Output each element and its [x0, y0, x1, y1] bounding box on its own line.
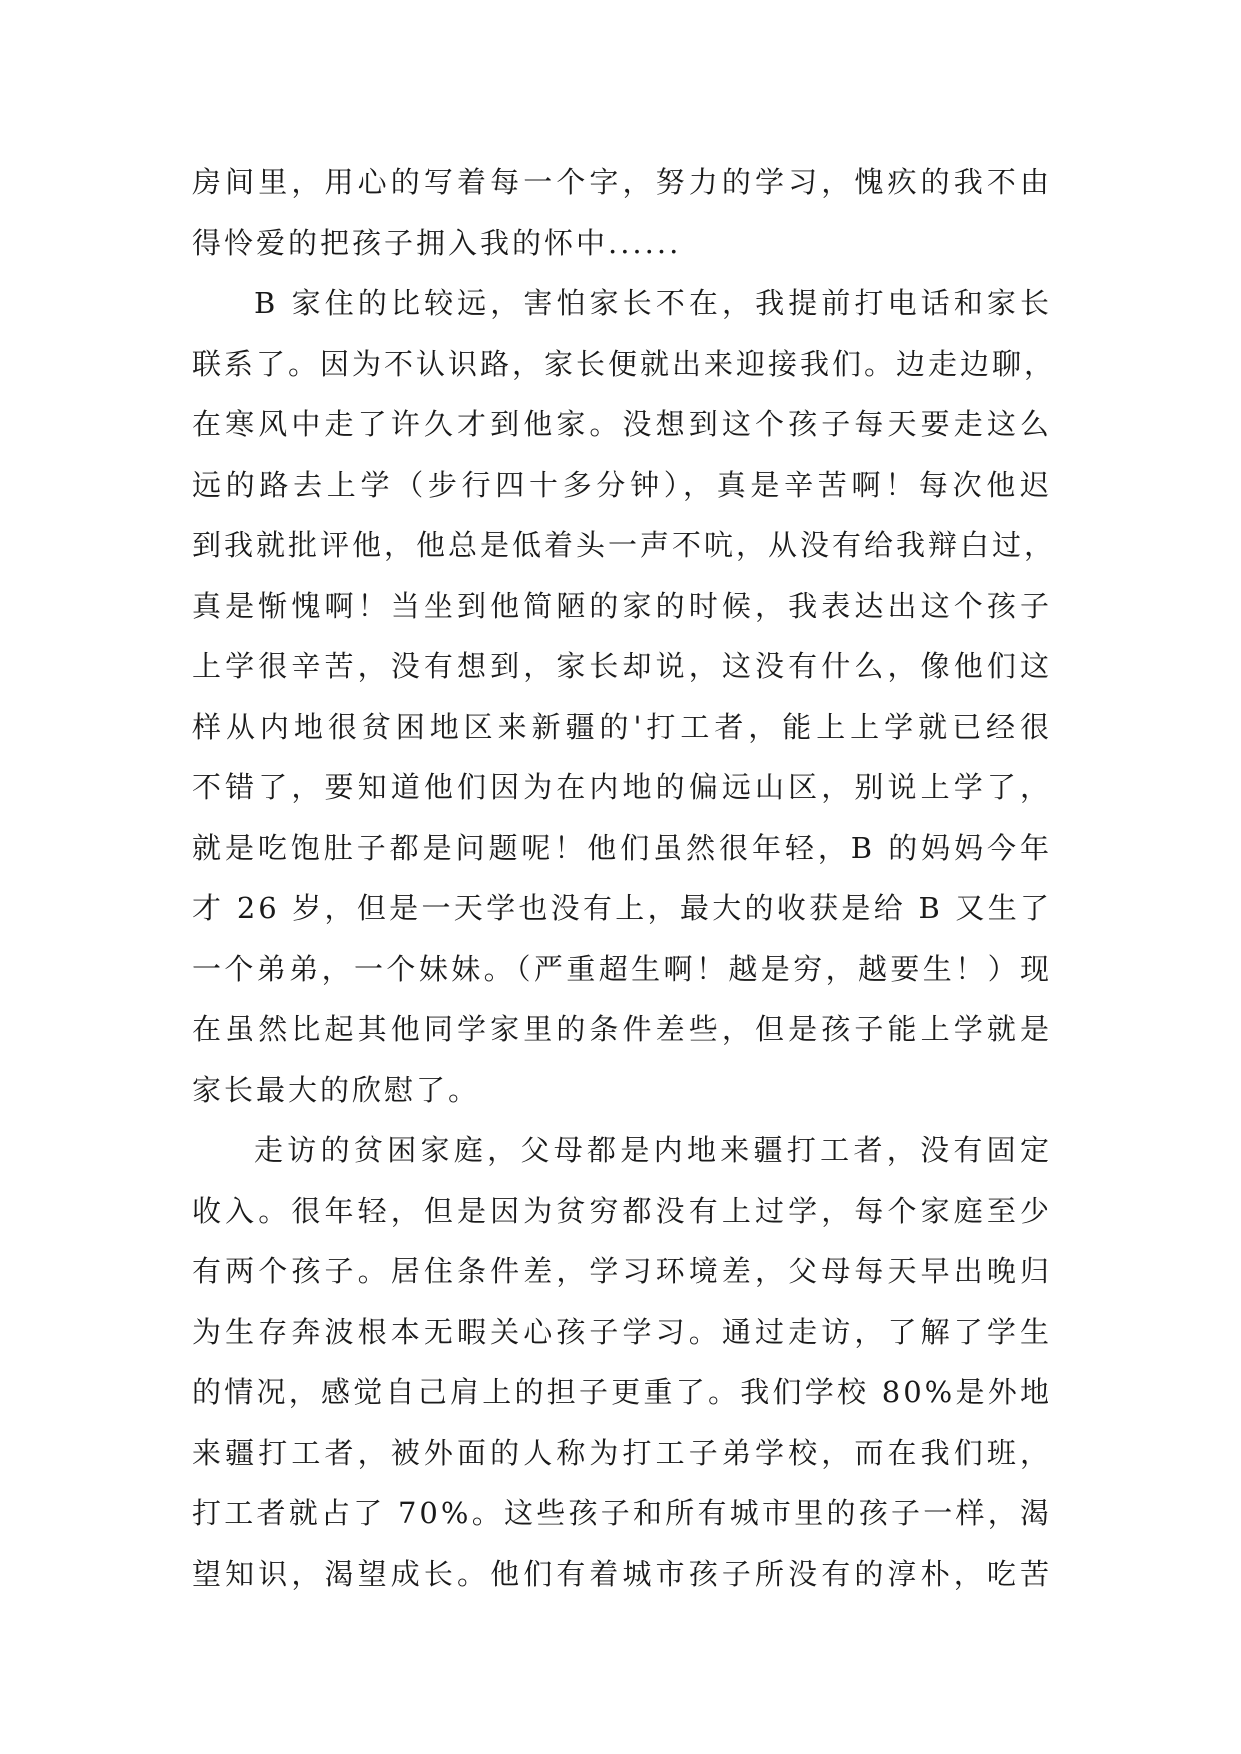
text-line: 为生存奔波根本无暇关心孩子学习。通过走访，了解了学生	[192, 1314, 1052, 1349]
text-line: 一个弟弟，一个妹妹。（严重超生啊！越是穷，越要生！）现	[192, 951, 1052, 986]
text-line: 才 26 岁，但是一天学也没有上，最大的收获是给 B 又生了	[192, 891, 1052, 925]
text-line: 上学很辛苦，没有想到，家长却说，这没有什么，像他们这	[192, 649, 1052, 683]
text-line: 望知识，渴望成长。他们有着城市孩子所没有的淳朴，吃苦	[192, 1556, 1052, 1591]
text-line: 就是吃饱肚子都是问题呢！他们虽然很年轻，B 的妈妈今年	[192, 830, 1052, 865]
paragraph-1	[192, 163, 1052, 262]
text-line: 得怜爱的把孩子拥入我的怀中......	[192, 225, 682, 260]
text-line: 走访的贫困家庭，父母都是内地来疆打工者，没有固定	[254, 1133, 1052, 1167]
text-line: 样从内地很贫困地区来新疆的'打工者，能上上学就已经很	[192, 709, 1052, 744]
text-line: 房间里，用心的写着每一个字，努力的学习，愧疚的我不由	[192, 165, 1052, 199]
text-line: 家长最大的欣慰了。	[192, 1072, 481, 1107]
text-line: 在虽然比起其他同学家里的条件差些，但是孩子能上学就是	[192, 1012, 1052, 1046]
text-line: 打工者就占了 70%。这些孩子和所有城市里的孩子一样，渴	[192, 1496, 1052, 1530]
text-line: 不错了，要知道他们因为在内地的偏远山区，别说上学了，	[192, 770, 1052, 804]
text-line: 有两个孩子。居住条件差，学习环境差，父母每天早出晚归	[192, 1254, 1052, 1288]
text-line: 联系了。因为不认识路，家长便就出来迎接我们。边走边聊，	[192, 346, 1057, 381]
text-line: 来疆打工者，被外面的人称为打工子弟学校，而在我们班，	[192, 1435, 1052, 1470]
paragraph-3	[192, 1131, 1052, 1593]
text-line: 真是惭愧啊！当坐到他简陋的家的时候，我表达出这个孩子	[192, 588, 1052, 623]
text-line: 的情况，感觉自己肩上的担子更重了。我们学校 80%是外地	[192, 1375, 1052, 1409]
text-line: 到我就批评他，他总是低着头一声不吭，从没有给我辩白过，	[192, 528, 1057, 562]
text-line: B 家住的比较远，害怕家长不在，我提前打电话和家长	[254, 286, 1052, 320]
text-line: 远的路去上学（步行四十多分钟），真是辛苦啊！每次他迟	[192, 467, 1052, 502]
text-line: 在寒风中走了许久才到他家。没想到这个孩子每天要走这么	[192, 407, 1052, 441]
paragraph-2	[192, 284, 1057, 1109]
text-line: 收入。很年轻，但是因为贫穷都没有上过学，每个家庭至少	[192, 1193, 1052, 1228]
document-body	[192, 163, 1057, 1615]
